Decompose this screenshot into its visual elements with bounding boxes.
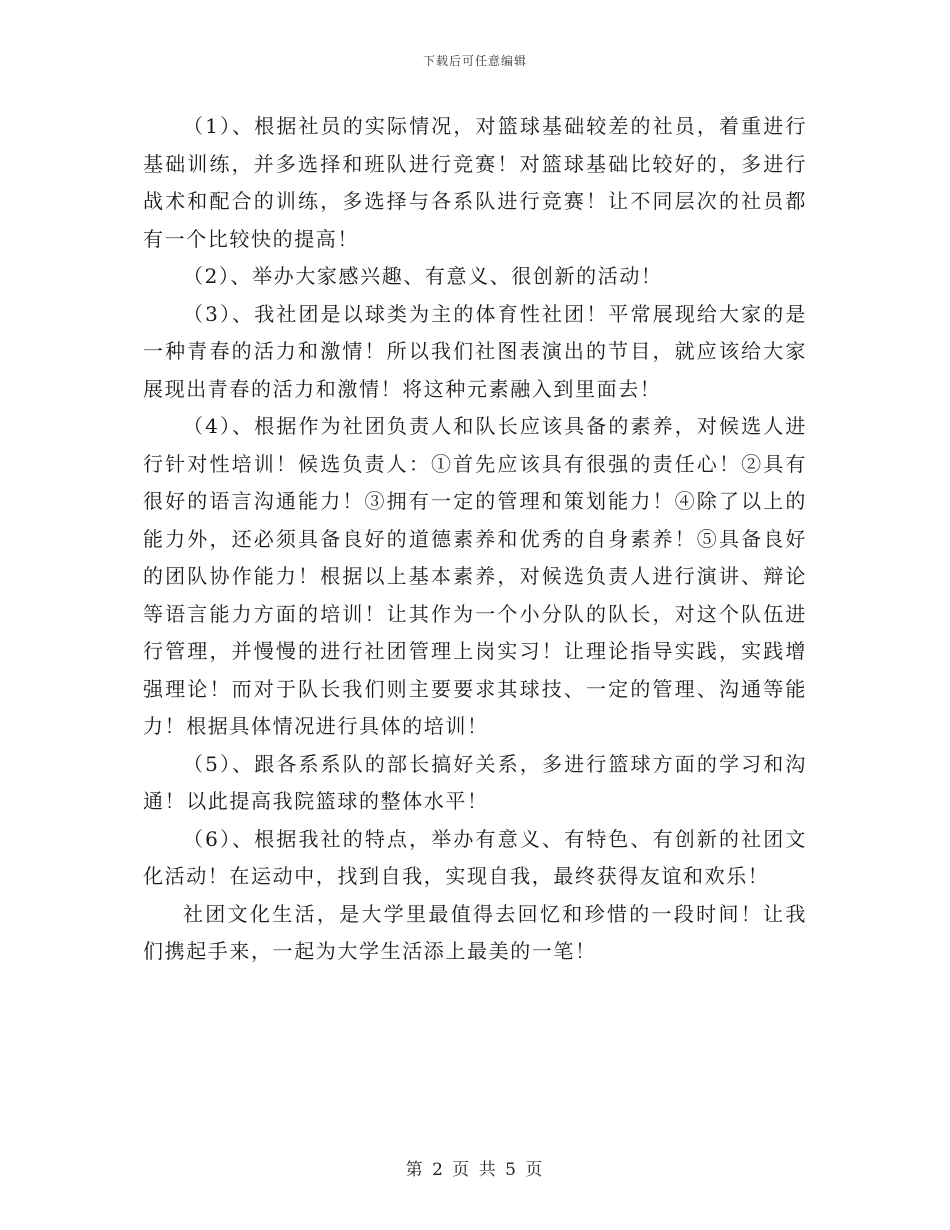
page-number-footer: 第 2 页 共 5 页	[405, 1160, 545, 1180]
document-body	[143, 108, 807, 971]
paragraph-item-3: （3）、我社团是以球类为主的体育性社团！平常展现给大家的是一种青春的活力和激情！所以我们社图表演出的节目，就应该给大家展现出青春的活力和激情！将这种元素融入到里面去！	[143, 301, 807, 401]
paragraph-item-1: （1）、根据社员的实际情况，对篮球基础较差的社员，着重进行基础训练，并多选择和班队进行竞赛！对篮球基础比较好的，多进行战术和配合的训练，多选择与各系队进行竞赛！让不同层次的社员都有一个比较快的提高！	[143, 114, 807, 251]
paragraph-item-5: （5）、跟各系系队的部长搞好关系，多进行篮球方面的学习和沟通！以此提高我院篮球的整体水平！	[143, 751, 807, 813]
paragraph-conclusion: 社团文化生活，是大学里最值得去回忆和珍惜的一段时间！让我们携起手来，一起为大学生活添上最美的一笔！	[143, 901, 807, 963]
paragraph-item-4: （4）、根据作为社团负责人和队长应该具备的素养，对候选人进行针对性培训！候选负责人：①首先应该具有很强的责任心！②具有很好的语言沟通能力！③拥有一定的管理和策划能力！④除了以上的能力外，还必须具备良好的道德素养和优秀的自身素养！⑤具备良好的团队协作能力！根据以上基本素养，对候选负责人进行演讲、辩论等语言能力方面的培训！让其作为一个小分队的队长，对这个队伍进行管理，并慢慢的进行社团管理上岗实习！让理论指导实践，实践增强理论！而对于队长我们则主要要求其球技、一定的管理、沟通等能力！根据具体情况进行具体的培训！	[143, 414, 807, 738]
paragraph-item-6: （6）、根据我社的特点，举办有意义、有特色、有创新的社团文化活动！在运动中，找到自我，实现自我，最终获得友谊和欢乐！	[143, 826, 807, 888]
page-header: 下载后可任意编辑	[422, 54, 527, 68]
paragraph-item-2: （2）、举办大家感兴趣、有意义、很创新的活动！	[183, 264, 663, 288]
